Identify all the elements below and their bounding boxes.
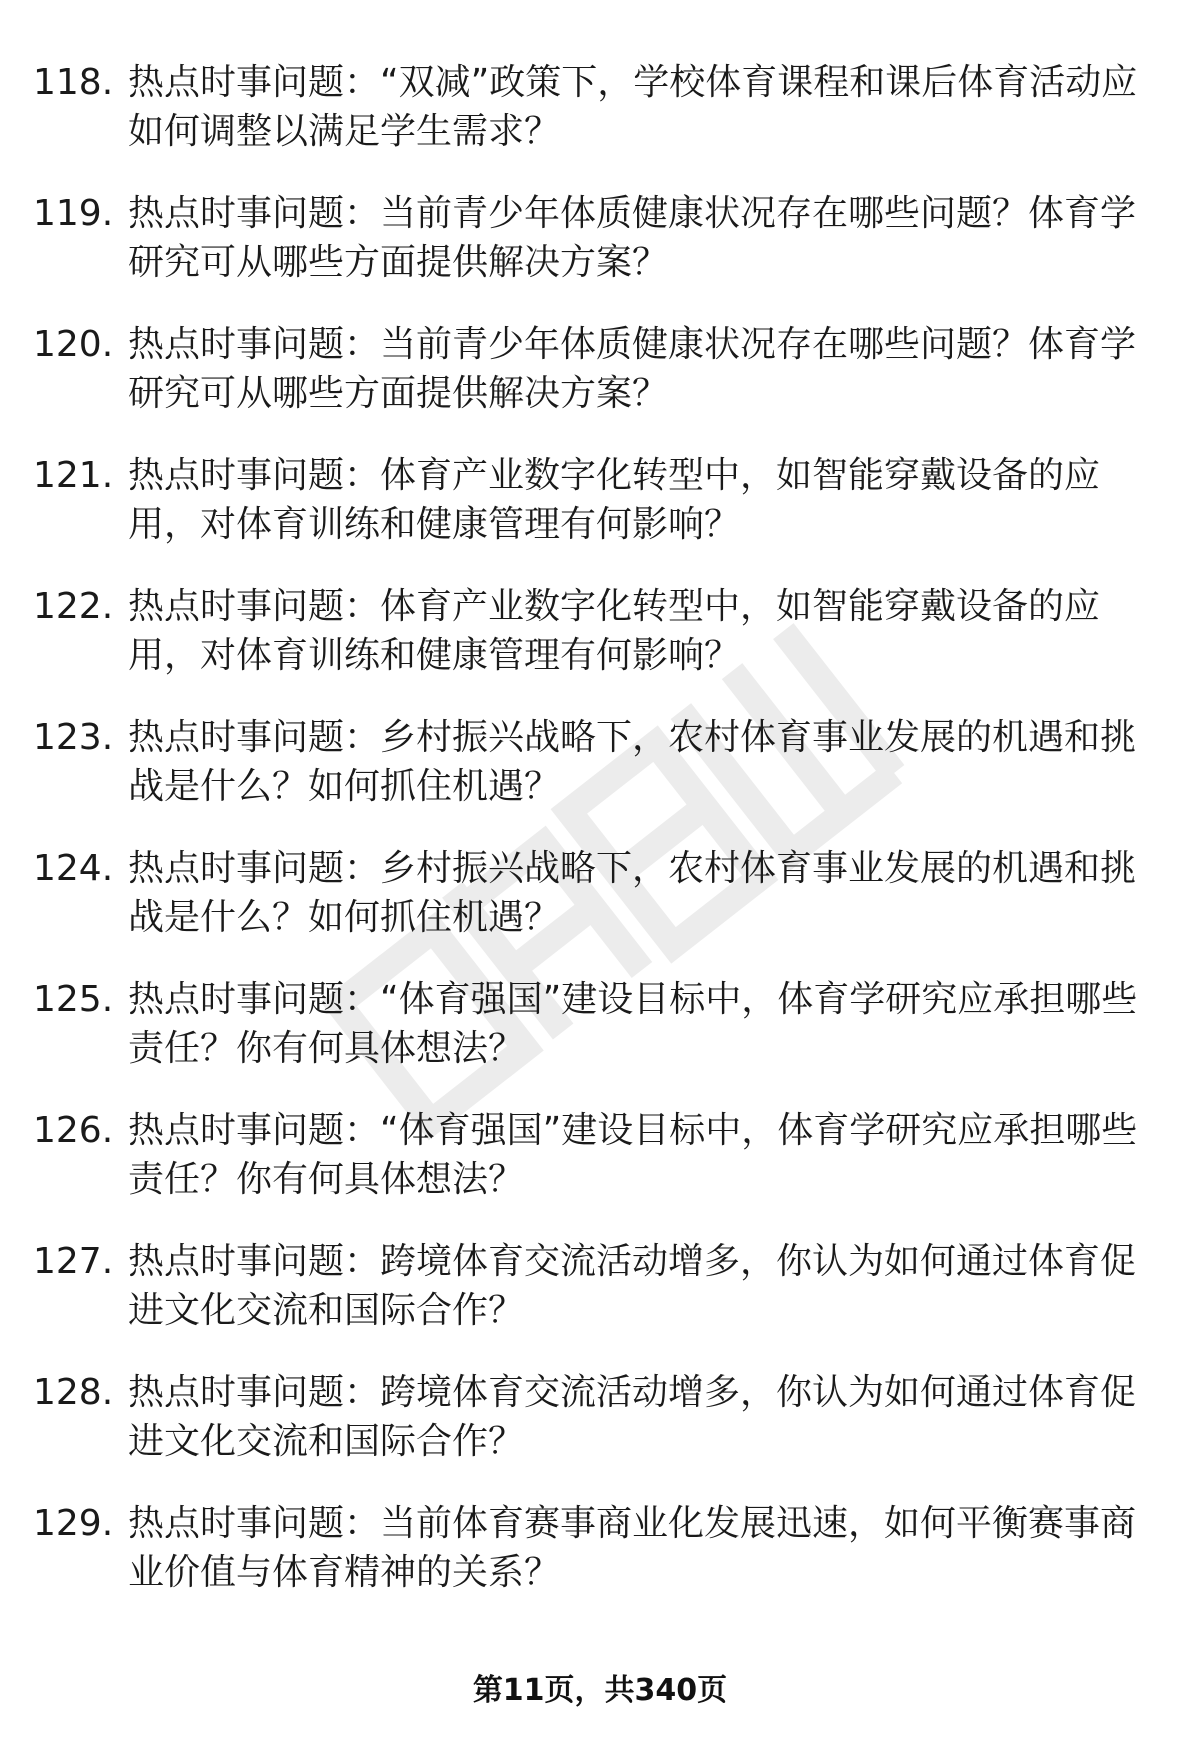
question-item: [33, 189, 1168, 320]
question-number: 126.: [33, 1110, 114, 1151]
question-item: [33, 320, 1168, 451]
question-number: 119.: [33, 193, 114, 234]
question-text: 热点时事问题：当前青少年体质健康状况存在哪些问题？体育学研究可从哪些方面提供解决方案？: [128, 193, 1137, 283]
question-number: 123.: [33, 717, 114, 758]
question-item: [33, 451, 1168, 582]
question-text: 热点时事问题：乡村振兴战略下，农村体育事业发展的机遇和挑战是什么？如何抓住机遇？: [128, 848, 1137, 938]
question-text: 热点时事问题：跨境体育交流活动增多，你认为如何通过体育促进文化交流和国际合作？: [128, 1372, 1137, 1462]
question-text: 热点时事问题：跨境体育交流活动增多，你认为如何通过体育促进文化交流和国际合作？: [128, 1241, 1137, 1331]
question-item: [33, 975, 1168, 1106]
question-text: 热点时事问题：体育产业数字化转型中，如智能穿戴设备的应用，对体育训练和健康管理有何影响？: [128, 586, 1101, 676]
question-number: 120.: [33, 324, 114, 365]
question-text: 热点时事问题：乡村振兴战略下，农村体育事业发展的机遇和挑战是什么？如何抓住机遇？: [128, 717, 1137, 807]
question-item: [33, 1106, 1168, 1237]
question-number: 121.: [33, 455, 114, 496]
question-number: 122.: [33, 586, 114, 627]
question-item: [33, 713, 1168, 844]
question-number: 124.: [33, 848, 114, 889]
question-text: 热点时事问题：当前青少年体质健康状况存在哪些问题？体育学研究可从哪些方面提供解决方案？: [128, 324, 1137, 414]
question-text: 热点时事问题：“体育强国”建设目标中，体育学研究应承担哪些责任？你有何具体想法？: [128, 1110, 1138, 1200]
question-text: 热点时事问题：“双减”政策下，学校体育课程和课后体育活动应如何调整以满足学生需求？: [128, 62, 1138, 152]
question-number: 125.: [33, 979, 114, 1020]
question-number: 128.: [33, 1372, 114, 1413]
question-number: 118.: [33, 62, 114, 103]
question-text: 热点时事问题：体育产业数字化转型中，如智能穿戴设备的应用，对体育训练和健康管理有何影响？: [128, 455, 1101, 545]
question-item: [33, 58, 1168, 189]
question-list: [33, 58, 1168, 1630]
question-item: [33, 582, 1168, 713]
question-text: 热点时事问题：“体育强国”建设目标中，体育学研究应承担哪些责任？你有何具体想法？: [128, 979, 1138, 1069]
question-item: [33, 1237, 1168, 1368]
question-text: 热点时事问题：当前体育赛事商业化发展迅速，如何平衡赛事商业价值与体育精神的关系？: [128, 1503, 1137, 1593]
question-item: [33, 844, 1168, 975]
question-number: 127.: [33, 1241, 114, 1282]
question-number: 129.: [33, 1503, 114, 1544]
page-footer: 第11页，共340页: [472, 1673, 728, 1708]
question-item: [33, 1499, 1168, 1630]
question-item: [33, 1368, 1168, 1499]
